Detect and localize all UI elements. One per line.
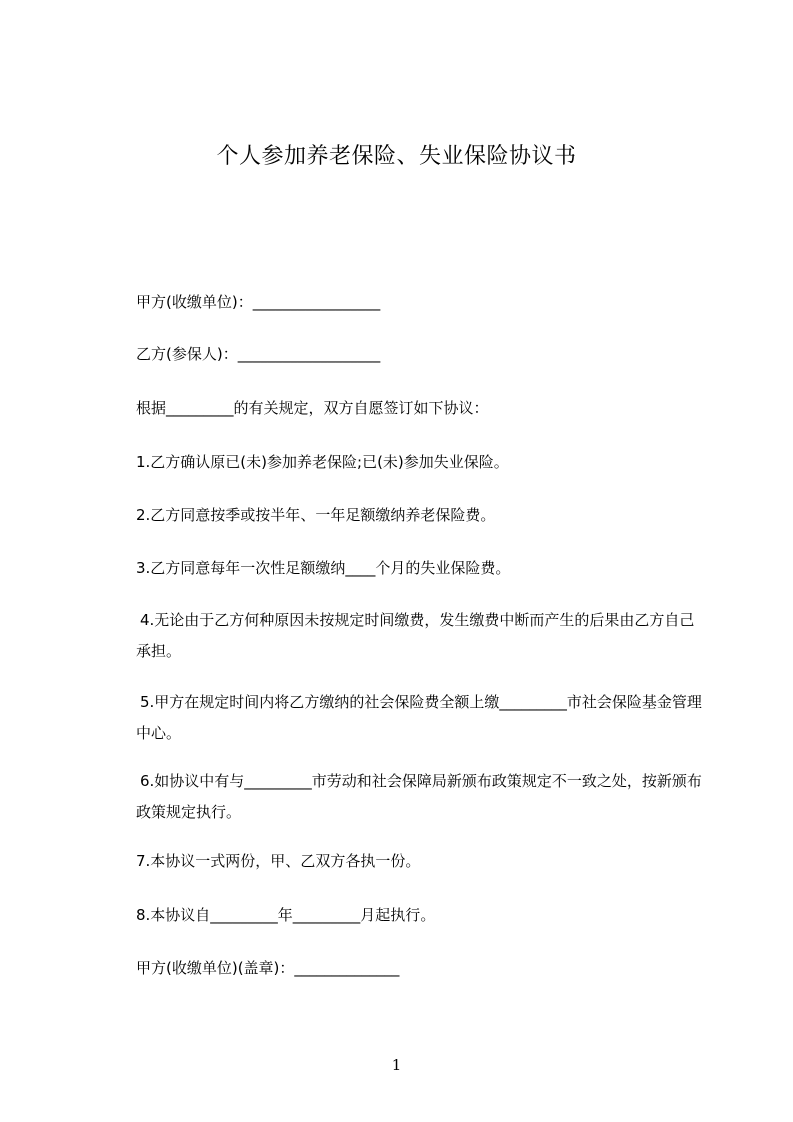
document-title: 个人参加养老保险、失业保险协议书 xyxy=(216,144,577,169)
clause-5-text: 5.甲方在规定时间内将乙方缴纳的社会保险费全额上缴_________市社会保险基金管理中心。 xyxy=(136,693,702,742)
clause-6 xyxy=(136,766,708,828)
page-number: 1 xyxy=(391,1056,402,1074)
signature-line: 甲方(收缴单位)(盖章)：______________ xyxy=(136,959,400,977)
clause-3: 3.乙方同意每年一次性足额缴纳____个月的失业保险费。 xyxy=(136,559,511,577)
clause-4-text: 4.无论由于乙方何种原因未按规定时间缴费，发生缴费中断而产生的后果由乙方自己承担。 xyxy=(136,611,695,660)
intro-line: 根据_________的有关规定，双方自愿签订如下协议： xyxy=(136,399,489,417)
clause-2: 2.乙方同意按季或按半年、一年足额缴纳养老保险费。 xyxy=(136,506,496,524)
clause-1: 1.乙方确认原已(未)参加养老保险;已(未)参加失业保险。 xyxy=(136,453,509,471)
party-b-line: 乙方(参保人)：___________________ xyxy=(136,345,381,363)
clause-8: 8.本协议自_________年_________月起执行。 xyxy=(136,906,436,924)
party-a-line: 甲方(收缴单位)：_________________ xyxy=(136,293,381,311)
clause-5 xyxy=(136,687,708,749)
clause-7: 7.本协议一式两份，甲、乙双方各执一份。 xyxy=(136,852,421,870)
clause-4 xyxy=(136,605,708,667)
clause-6-text: 6.如协议中有与_________市劳动和社会保障局新颁布政策规定不一致之处，按新颁布政策规定执行。 xyxy=(136,772,702,821)
